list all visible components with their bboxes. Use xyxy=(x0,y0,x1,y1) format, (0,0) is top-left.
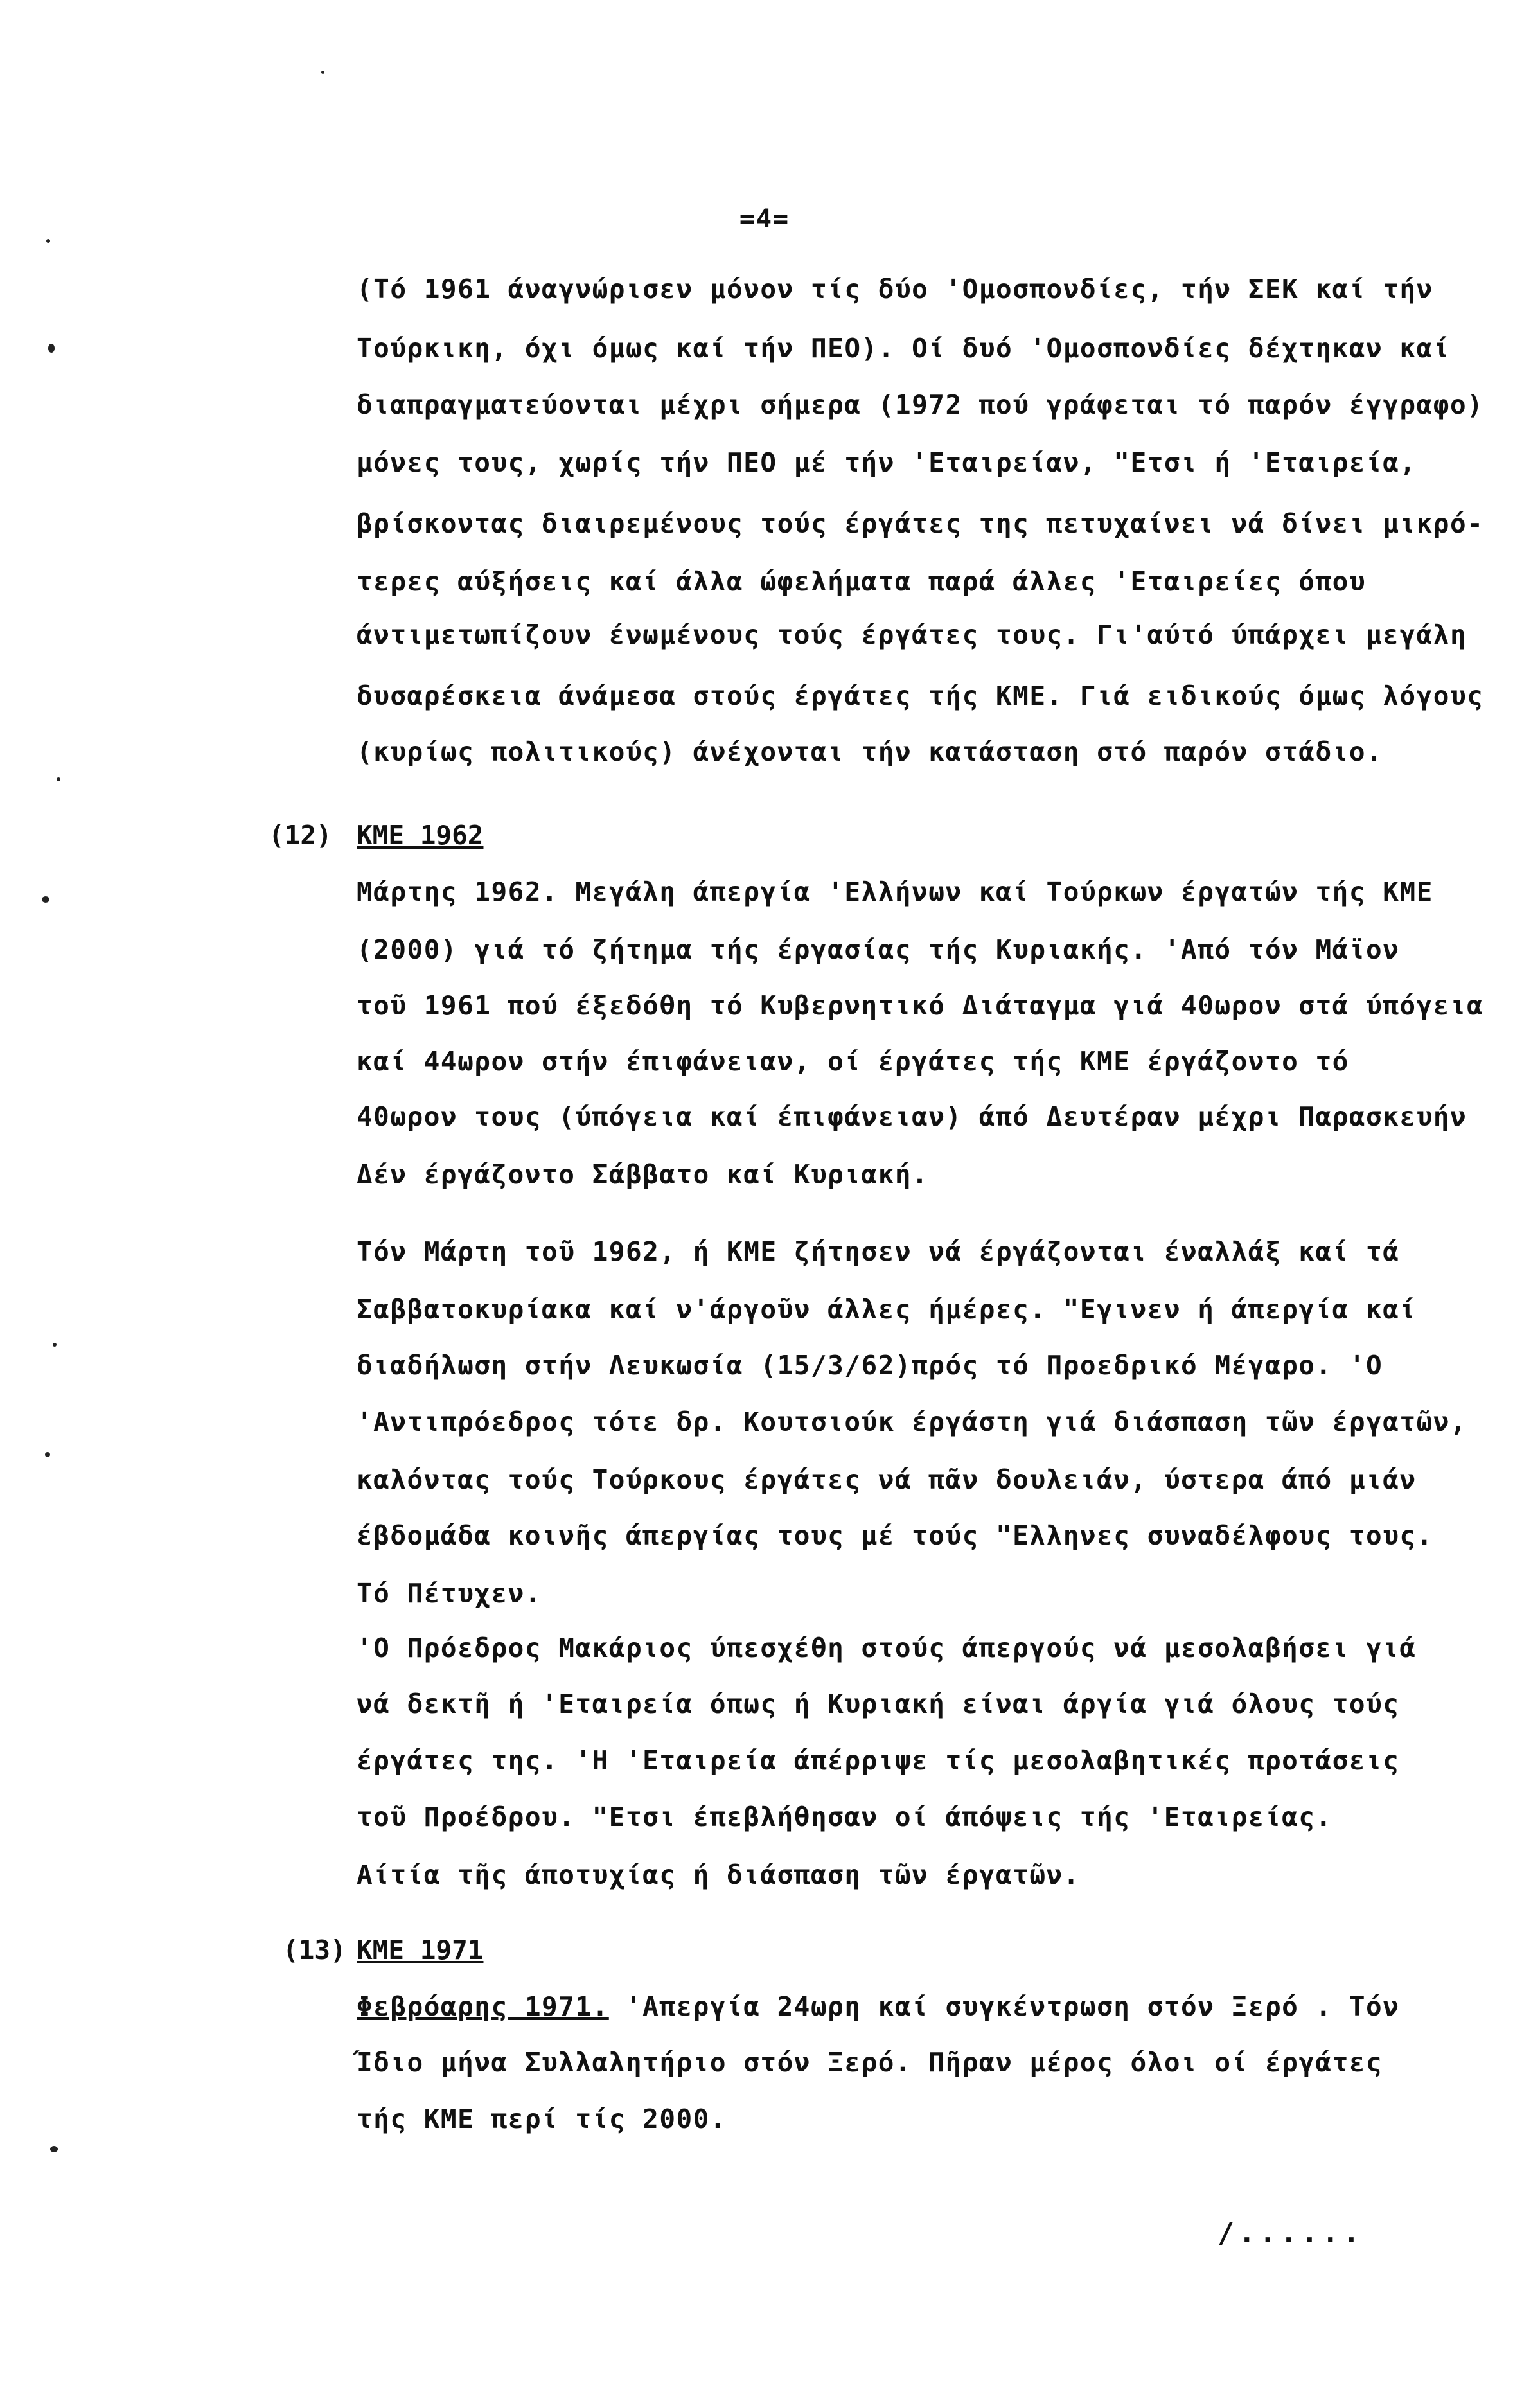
text-line: τερες αύξήσεις καί άλλα ώφελήματα παρά άλλες 'Εταιρείες όπου xyxy=(357,566,1367,597)
text-line: άντιμετωπίζουν ένωμένους τούς έργάτες τους. Γι'αύτό ύπάρχει μεγάλη xyxy=(357,619,1467,650)
continuation-marker: /...... xyxy=(1217,2217,1364,2249)
date-label: Φεβρόαρης 1971. xyxy=(357,1991,609,2022)
text-line: καί 44ωρον στήν έπιφάνειαν, οί έργάτες τής ΚΜΕ έργάζοντο τό xyxy=(357,1046,1349,1077)
text-line: νά δεκτῆ ή 'Εταιρεία όπως ή Κυριακή είναι άργία γιά όλους τούς xyxy=(357,1688,1400,1719)
text-line: τοῦ 1961 πού έξεδόθη τό Κυβερνητικό Διάταγμα γιά 40ωρον στά ύπόγεια xyxy=(357,990,1484,1021)
text-line: (κυρίως πολιτικούς) άνέχονται τήν κατάσταση στό παρόν στάδιο. xyxy=(357,736,1383,767)
text-line: Δέν έργάζοντο Σάββατο καί Κυριακή. xyxy=(357,1159,929,1190)
text-line: διαπραγματεύονται μέχρι σήμερα (1972 πού γράφεται τό παρόν έγγραφο) xyxy=(357,389,1484,420)
section-number: (12) xyxy=(269,820,332,851)
text-line: (2000) γιά τό ζήτημα τής έργασίας τής Κυριακής. 'Από τόν Μάϊον xyxy=(357,934,1400,965)
text-line: διαδήλωση στήν Λευκωσία (15/3/62)πρός τό Προεδρικό Μέγαρο. 'Ο xyxy=(357,1350,1383,1381)
text-line: Μάρτης 1962. Μεγάλη άπεργία 'Ελλήνων καί Τούρκων έργατών τής ΚΜΕ xyxy=(357,876,1433,907)
text-line: βρίσκοντας διαιρεμένους τούς έργάτες της πετυχαίνει νά δίνει μικρό- xyxy=(357,508,1484,539)
scan-speck xyxy=(57,777,60,781)
text-line: Τό Πέτυχεν. xyxy=(357,1578,542,1609)
scan-speck xyxy=(50,2146,58,2152)
page-number: =4= xyxy=(739,204,790,234)
text-line: 'Ο Πρόεδρος Μακάριος ύπεσχέθη στούς άπεργούς νά μεσολαβήσει γιά xyxy=(357,1633,1417,1663)
text-line: καλόντας τούς Τούρκους έργάτες νά πᾶν δουλειάν, ύστερα άπό μιάν xyxy=(357,1464,1417,1495)
text-line: Τόν Μάρτη τοῦ 1962, ή ΚΜΕ ζήτησεν νά έργάζονται έναλλάξ καί τά xyxy=(357,1236,1400,1267)
text-line: 40ωρον τους (ύπόγεια καί έπιφάνειαν) άπό Δευτέραν μέχρι Παρασκευήν xyxy=(357,1101,1467,1132)
scan-speck xyxy=(42,896,49,903)
text-line: Ίδιο μήνα Συλλαλητήριο στόν Ξερό. Πῆραν μέρος όλοι οί έργάτες xyxy=(357,2047,1383,2078)
text-line: δυσαρέσκεια άνάμεσα στούς έργάτες τής ΚΜΕ. Γιά ειδικούς όμως λόγους xyxy=(357,680,1484,711)
scan-speck xyxy=(48,344,55,353)
text-line: 'Αντιπρόεδρος τότε δρ. Κουτσιούκ έργάστη γιά διάσπαση τῶν έργατῶν, xyxy=(357,1406,1467,1437)
text-line: (Τό 1961 άναγνώρισεν μόνον τίς δύο 'Ομοσπονδίες, τήν ΣΕΚ καί τήν xyxy=(357,274,1433,305)
scan-speck xyxy=(45,1452,50,1457)
text-line: έργάτες της. 'Η 'Εταιρεία άπέρριψε τίς μεσολαβητικές προτάσεις xyxy=(357,1745,1400,1776)
scan-speck xyxy=(53,1343,57,1347)
scan-speck xyxy=(46,239,50,243)
text-line: Αίτία τῆς άποτυχίας ή διάσπαση τῶν έργατῶν. xyxy=(357,1859,1080,1890)
section-number: (13) xyxy=(283,1935,346,1965)
text-line: μόνες τους, χωρίς τήν ΠΕΟ μέ τήν 'Εταιρείαν, "Ετσι ή 'Εταιρεία, xyxy=(357,447,1417,478)
section-title: ΚΜΕ 1971 xyxy=(357,1935,484,1965)
text-line: έβδομάδα κοινῆς άπεργίας τους μέ τούς "Ελληνες συναδέλφους τους. xyxy=(357,1520,1433,1551)
text-line: Σαββατοκυρίακα καί ν'άργοῦν άλλες ήμέρες. "Εγινεν ή άπεργία καί xyxy=(357,1294,1417,1325)
text-line: Τούρκικη, όχι όμως καί τήν ΠΕΟ). Οί δυό 'Ομοσπονδίες δέχτηκαν καί xyxy=(357,333,1450,364)
text-line xyxy=(357,1991,1400,2022)
section-title: ΚΜΕ 1962 xyxy=(357,820,484,851)
text-line: τοῦ Προέδρου. "Ετσι έπεβλήθησαν οί άπόψεις τής 'Εταιρείας. xyxy=(357,1802,1332,1832)
text-fragment: 'Απεργία 24ωρη καί συγκέντρωση στόν Ξερό . Τόν xyxy=(608,1991,1400,2022)
scan-speck xyxy=(321,71,324,74)
text-line: τής ΚΜΕ περί τίς 2000. xyxy=(357,2104,727,2134)
